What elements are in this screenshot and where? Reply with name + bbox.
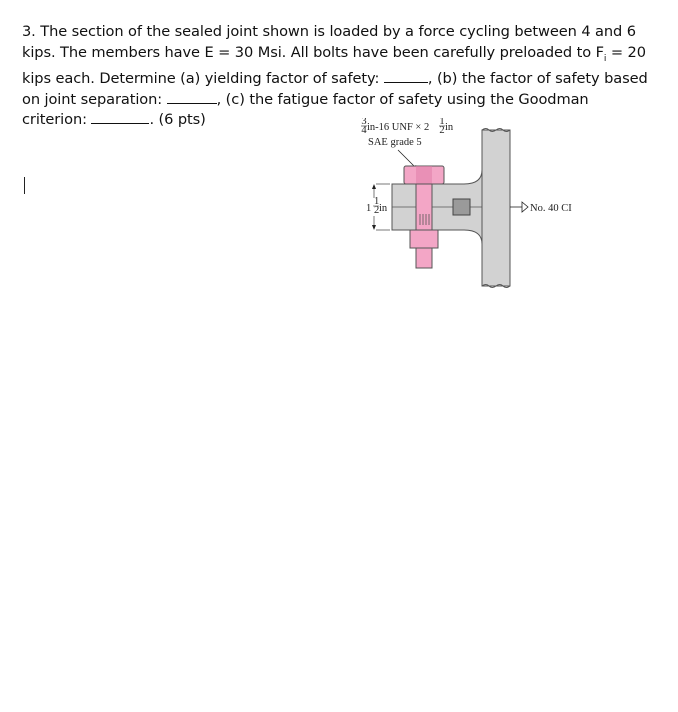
dim-whole: 1	[366, 203, 372, 214]
gasket-square	[453, 199, 470, 215]
bolt-diam-frac-num: 3	[361, 118, 367, 127]
dim-frac-den: 2	[374, 205, 380, 216]
dim-frac-num: 1	[374, 196, 380, 207]
joint-diagram	[352, 118, 592, 290]
bolted-joint-figure	[352, 118, 592, 290]
problem-line-2	[22, 43, 662, 70]
problem-line-1: 3. The section of the sealed joint shown is loaded by a force cycling between 4 and 6	[22, 23, 636, 40]
answer-blank-c[interactable]	[91, 110, 149, 124]
bolt-grade-label: SAE grade 5	[368, 137, 422, 148]
answer-blank-b[interactable]	[167, 90, 217, 104]
thickness-dimension	[366, 184, 390, 230]
dim-unit: in	[379, 203, 388, 214]
points-text: . (6 pts)	[149, 111, 206, 129]
material-callout	[510, 202, 572, 214]
bolt-len-unit: in	[445, 122, 454, 133]
bolt-len-frac-den: 2	[439, 125, 445, 136]
nut	[410, 230, 438, 248]
problem-line-3	[22, 69, 662, 90]
answer-blank-a[interactable]	[384, 69, 428, 83]
bolt-tail	[416, 248, 432, 268]
criterion-text: criterion:	[22, 111, 92, 129]
bolt-thread-spec: in-16 UNF × 2	[367, 122, 430, 133]
bolt-diam-frac-den: 4	[361, 125, 367, 136]
problem-statement	[22, 22, 662, 131]
bolt-len-frac-num: 1	[439, 118, 445, 127]
text-cursor	[24, 177, 25, 194]
part-a-text: kips each. Determine (a) yielding factor of safety:	[22, 70, 384, 88]
preload-subscript: i	[603, 53, 607, 64]
problem-line-4	[22, 90, 662, 111]
problem-line-2-text: kips. The members have E = 30 Msi. All bolts have been carefully preloaded to F	[22, 43, 604, 61]
bolt-spec-label	[361, 118, 454, 148]
material-label: No. 40 CI	[530, 203, 572, 214]
part-b-text: , (b) the factor of safety based	[427, 70, 648, 88]
part-b-continued: on joint separation:	[22, 90, 167, 108]
problem-line-2-end: = 20	[606, 43, 646, 61]
part-c-text: , (c) the fatigue factor of safety using the Goodman	[216, 90, 589, 108]
wall-member	[482, 130, 510, 286]
